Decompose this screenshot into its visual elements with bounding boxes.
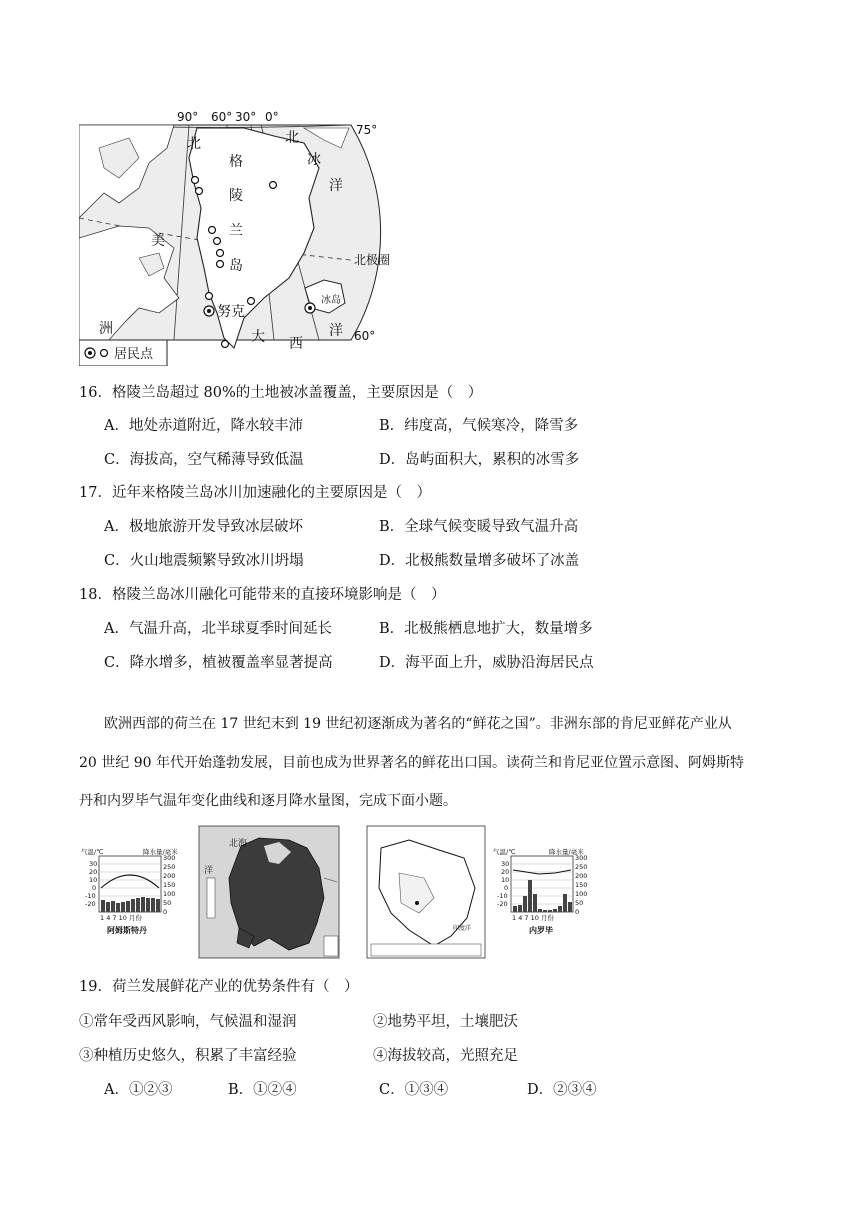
nairobi-temp-tick: 20 (501, 868, 510, 876)
question-16-option-c: C．海拔高，空气稀薄导致低温 (104, 452, 304, 468)
amsterdam-precip-tick: 200 (163, 872, 176, 880)
america-char-1: 美 (151, 233, 165, 249)
question-19-stem: 19．荷兰发展鲜花产业的优势条件有（ ） (79, 979, 359, 995)
question-16-option-a: A．地处赤道附近，降水较丰沛 (104, 418, 303, 434)
iceland-label: 冰岛 (321, 295, 341, 306)
nairobi-temp-tick: 0 (504, 884, 509, 892)
question-19-option-a: A．①②③ (104, 1082, 173, 1098)
ocean-char-ice: 冰 (307, 152, 321, 168)
greenland-map (79, 108, 397, 366)
lon-label-0: 0° (265, 110, 279, 124)
north-sea-label: 北海 (229, 839, 248, 849)
question-17-option-b: B．全球气候变暖导致气温升高 (379, 519, 579, 535)
question-19-option-c: C．①③④ (379, 1082, 449, 1098)
indian-ocean-label: 印度洋 (453, 925, 472, 932)
nairobi-temp-axis: 气温/℃ (493, 848, 516, 856)
passage-line-2: 20 世纪 90 年代开始蓬勃发展，目前也成为世界著名的鲜花出口国。读荷兰和肯尼亚位置示意图、阿姆斯特 (79, 755, 744, 771)
amsterdam-precip-tick: 50 (163, 899, 172, 907)
question-16-option-b: B．纬度高，气候寒冷，降雪多 (379, 418, 579, 434)
amsterdam-temp-tick: 30 (89, 860, 98, 868)
question-19-condition-2: ②地势平坦，土壤肥沃 (373, 1014, 518, 1030)
passage-line-3: 丹和内罗毕气温年变化曲线和逐月降水量图，完成下面小题。 (79, 793, 457, 809)
netherlands-kenya-figure (79, 818, 589, 966)
island-char-1: 格 (229, 154, 243, 170)
question-18-option-c: C．降水增多，植被覆盖率显著提高 (104, 655, 333, 671)
ocean-char-ocean: 洋 (329, 178, 343, 194)
nairobi-temp-tick: 30 (501, 860, 510, 868)
question-17-stem: 17．近年来格陵兰岛冰川加速融化的主要原因是（ ） (79, 485, 431, 501)
amsterdam-precip-tick: 250 (163, 863, 176, 871)
atlantic-char-3: 洋 (329, 323, 343, 339)
amsterdam-caption: 阿姆斯特丹 (107, 926, 147, 935)
amsterdam-precip-tick: 150 (163, 881, 176, 889)
question-19-condition-3: ③种植历史悠久，积累了丰富经验 (79, 1048, 297, 1064)
nairobi-precip-tick: 50 (575, 899, 584, 907)
atlantic-char-2: 西 (289, 336, 303, 352)
question-19-option-b: B．①②④ (228, 1082, 297, 1098)
amsterdam-temp-tick: -20 (85, 900, 96, 908)
question-18-stem: 18．格陵兰岛冰川融化可能带来的直接环境影响是（ ） (79, 587, 446, 603)
amsterdam-temp-axis: 气温/℃ (81, 848, 104, 856)
nairobi-precip-tick: 250 (575, 863, 588, 871)
amsterdam-temp-tick: 10 (89, 876, 98, 884)
north-label-small: 北 (187, 136, 201, 152)
legend-label: 居民点 (114, 347, 154, 362)
question-17-option-d: D．北极熊数量增多破坏了冰盖 (379, 553, 580, 569)
arctic-circle-label: 北极圈 (354, 253, 391, 267)
nairobi-precip-axis: 降水量/毫米 (549, 848, 584, 856)
amsterdam-month-axis: 1 4 7 10 月份 (100, 914, 142, 922)
amsterdam-temp-tick: 0 (92, 884, 97, 892)
question-17-option-c: C．火山地震频繁导致冰川坍塌 (104, 553, 304, 569)
island-char-3: 兰 (229, 223, 243, 239)
atlantic-char-1: 大 (251, 329, 265, 345)
nairobi-precip-tick: 200 (575, 872, 588, 880)
lon-label-90: 90° (177, 110, 199, 124)
nairobi-caption: 内罗毕 (529, 926, 553, 935)
amsterdam-precip-tick: 0 (163, 908, 168, 916)
question-18-option-a: A．气温升高，北半球夏季时间延长 (104, 621, 332, 637)
lon-label-60: 60° (211, 110, 233, 124)
island-char-4: 岛 (229, 258, 243, 274)
amsterdam-temp-tick: -10 (85, 892, 96, 900)
kenya-map (367, 826, 485, 958)
question-17-option-a: A．极地旅游开发导致冰层破坏 (104, 519, 303, 535)
nairobi-precip-tick: 300 (575, 854, 588, 862)
amsterdam-precip-tick: 100 (163, 890, 176, 898)
lon-label-30: 30° (235, 110, 257, 124)
nairobi-precip-tick: 100 (575, 890, 588, 898)
nairobi-precip-tick: 150 (575, 881, 588, 889)
nairobi-precip-tick: 0 (575, 908, 580, 916)
nairobi-temp-tick: -20 (497, 900, 508, 908)
question-18-option-d: D．海平面上升，威胁沿海居民点 (379, 655, 594, 671)
atlantic-west-label: 洋 (204, 866, 214, 876)
amsterdam-precip-tick: 300 (163, 854, 176, 862)
america-char-2: 洲 (99, 321, 113, 337)
nairobi-temp-tick: -10 (497, 892, 508, 900)
question-19-option-d: D．②③④ (527, 1082, 597, 1098)
question-16-option-d: D．岛屿面积大，累积的冰雪多 (379, 452, 580, 468)
passage-line-1: 欧洲西部的荷兰在 17 世纪末到 19 世纪初逐渐成为著名的“鲜花之国”。非洲东部的肯尼亚鲜花产业从 (104, 716, 732, 732)
island-char-2: 陵 (229, 188, 243, 204)
nuuk-label: 努克 (217, 304, 245, 320)
nairobi-month-axis: 1 4 7 10 月份 (512, 914, 554, 922)
amsterdam-temp-tick: 20 (89, 868, 98, 876)
lat-label-75: 75° (356, 123, 378, 137)
amsterdam-precip-axis: 降水量/毫米 (143, 848, 178, 856)
question-19-condition-1: ①常年受西风影响，气候温和湿润 (79, 1014, 297, 1030)
netherlands-map (199, 826, 339, 958)
lat-label-60: 60° (354, 329, 376, 343)
question-19-condition-4: ④海拔较高，光照充足 (373, 1048, 518, 1064)
ocean-char-north: 北 (285, 130, 299, 146)
question-18-option-b: B．北极熊栖息地扩大，数量增多 (379, 621, 593, 637)
nairobi-temp-tick: 10 (501, 876, 510, 884)
question-16-stem: 16．格陵兰岛超过 80%的土地被冰盖覆盖，主要原因是（ ） (79, 385, 483, 401)
